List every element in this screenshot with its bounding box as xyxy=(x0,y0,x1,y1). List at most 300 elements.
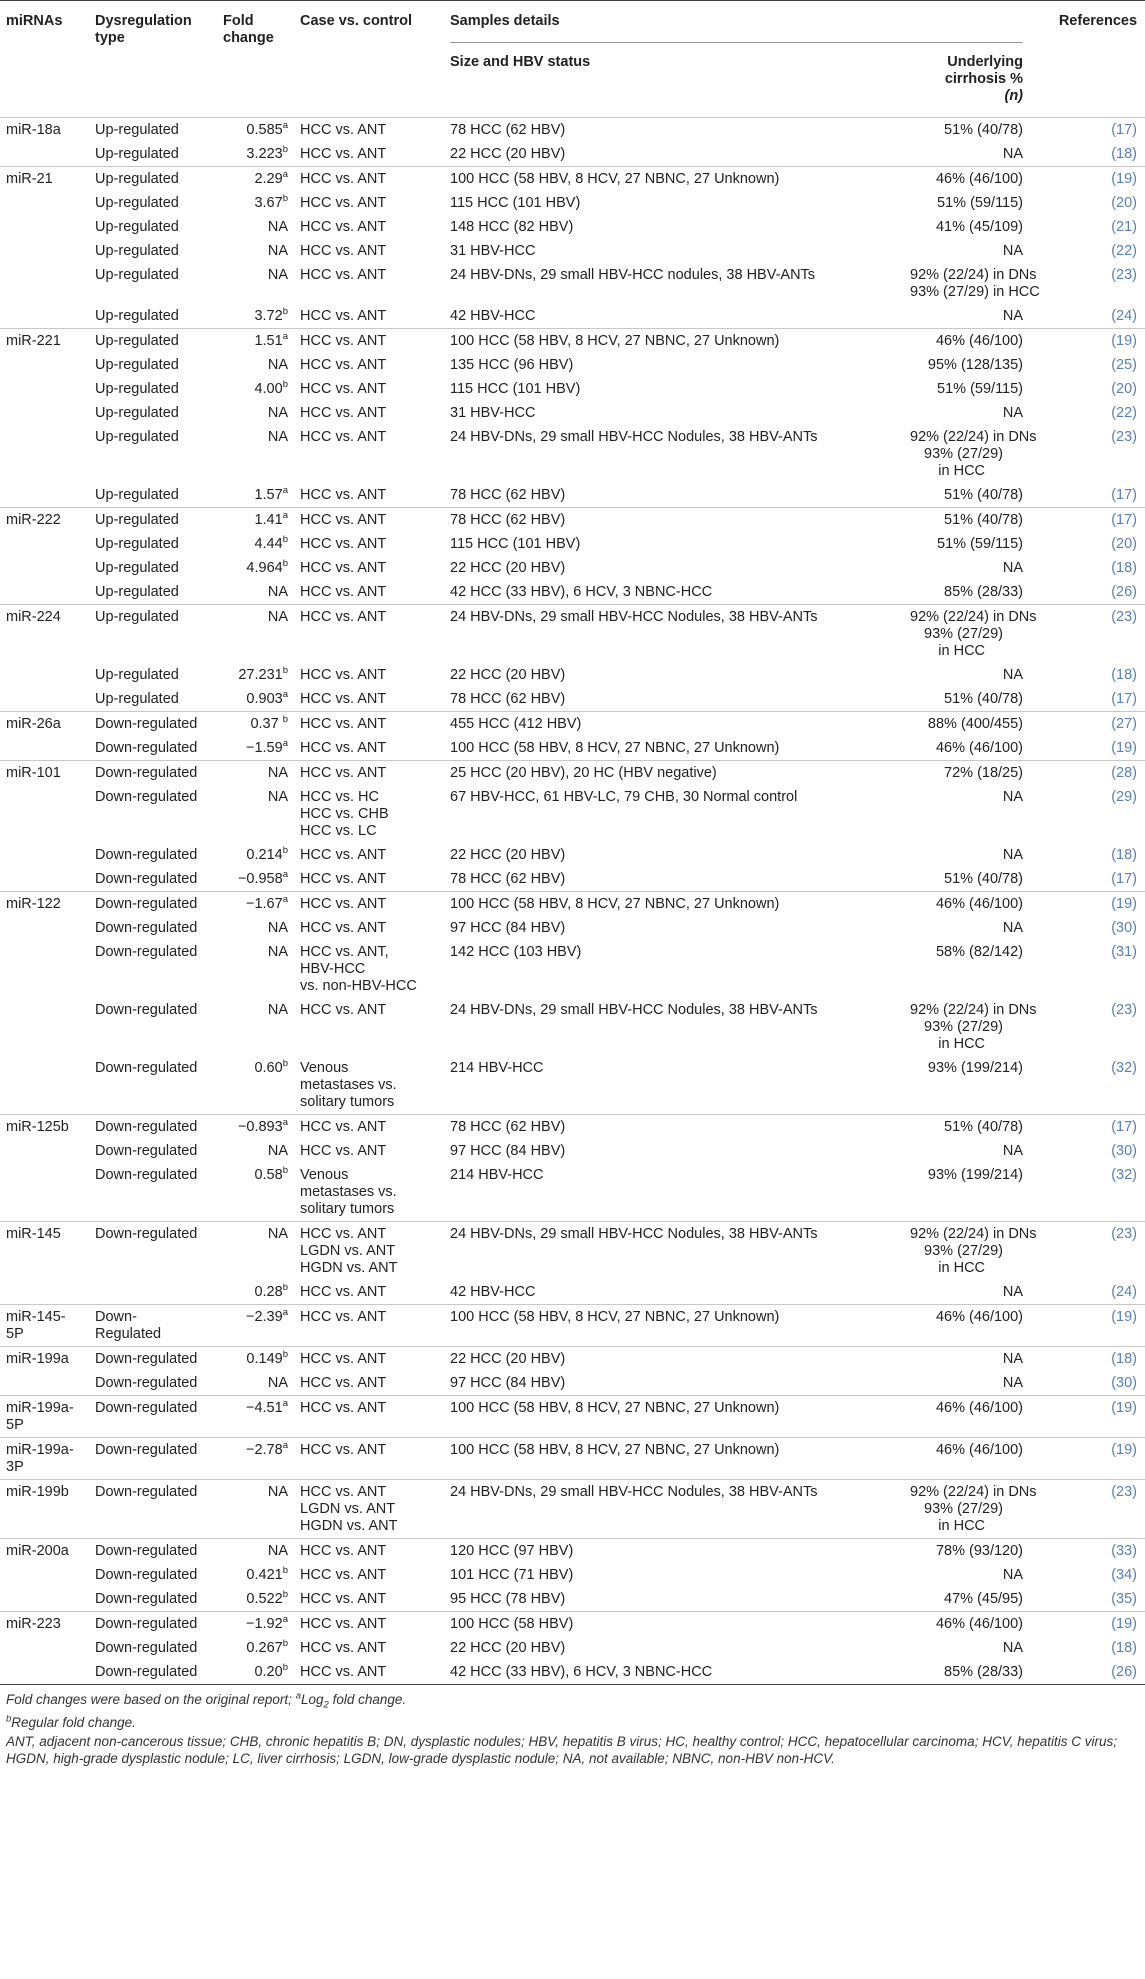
cell-cirrhosis xyxy=(910,304,1035,329)
cell-fold-change xyxy=(215,1222,300,1281)
cell-fold-change xyxy=(215,263,300,304)
cell-dysregulation-type: Down-regulated xyxy=(95,1142,198,1159)
case-line: HCC vs. ANT xyxy=(300,559,387,576)
cell-mirna xyxy=(0,401,95,425)
cell-mirna xyxy=(0,940,95,998)
cell-dysregulation-type: Up-regulated xyxy=(95,218,179,235)
table-row xyxy=(0,1115,1145,1140)
cell-case-control xyxy=(300,1347,450,1372)
cell-mirna: miR-223 xyxy=(0,1612,95,1637)
cell-mirna: miR-26a xyxy=(0,712,95,737)
case-line: HCC vs. ANT xyxy=(300,1118,387,1135)
table-row xyxy=(0,1371,1145,1396)
table-row xyxy=(0,118,1145,143)
cell-cirrhosis xyxy=(910,142,1035,167)
cirrhosis-line: 46% (46/100) xyxy=(935,170,1024,187)
cirrhosis-line: 46% (46/100) xyxy=(935,895,1024,912)
table-row xyxy=(0,1563,1145,1587)
case-line: HCC vs. ANT xyxy=(300,715,387,732)
cirrhosis-line: NA xyxy=(1002,145,1024,162)
cell-case-control xyxy=(300,580,450,605)
cirrhosis-line: in HCC xyxy=(938,1259,986,1276)
cell-reference: (22) xyxy=(1111,242,1138,259)
cell-cirrhosis xyxy=(910,377,1035,401)
cirrhosis-line: NA xyxy=(1002,1350,1024,1367)
fold-value: −1.67 xyxy=(246,895,283,912)
cirrhosis-line: 51% (59/115) xyxy=(937,194,1024,211)
cell-fold-change xyxy=(215,483,300,508)
cell-reference: (35) xyxy=(1111,1590,1138,1607)
cell-cirrhosis xyxy=(910,1612,1035,1637)
cell-cirrhosis xyxy=(910,1539,1035,1564)
cell-mirna xyxy=(0,353,95,377)
cell-reference: (24) xyxy=(1111,307,1138,324)
cell-cirrhosis xyxy=(910,736,1035,761)
table-row xyxy=(0,1636,1145,1660)
cell-fold-change xyxy=(215,1305,300,1347)
cell-fold-change xyxy=(215,191,300,215)
cell-cirrhosis xyxy=(910,191,1035,215)
cell-reference: (23) xyxy=(1035,605,1145,664)
cell-fold-change xyxy=(215,1660,300,1685)
cell-size-hbv: 97 HCC (84 HBV) xyxy=(450,1142,566,1159)
fold-footnote-marker: b xyxy=(282,557,288,569)
table-row xyxy=(0,142,1145,167)
cell-case-control xyxy=(300,1139,450,1163)
cell-size-hbv: 24 HBV-DNs, 29 small HBV-HCC Nodules, 38 HBV-ANTs xyxy=(450,1480,910,1539)
cell-mirna xyxy=(0,239,95,263)
case-line: metastases vs. xyxy=(300,1076,397,1093)
case-line: vs. non-HBV-HCC xyxy=(300,977,417,994)
cell-cirrhosis xyxy=(910,940,1035,998)
cell-case-control xyxy=(300,1163,450,1222)
table-row xyxy=(0,1222,1145,1281)
fold-value: 0.903 xyxy=(246,690,283,707)
case-line: HCC vs. ANT xyxy=(300,764,387,781)
cell-cirrhosis xyxy=(910,998,1035,1056)
cell-reference: (19) xyxy=(1111,739,1138,756)
cell-dysregulation-type: Up-regulated xyxy=(95,404,179,421)
cell-reference: (18) xyxy=(1111,145,1138,162)
cirrhosis-line: 51% (40/78) xyxy=(944,486,1024,503)
cell-dysregulation-type: Up-regulated xyxy=(95,307,179,324)
fold-value: 0.585 xyxy=(246,121,283,138)
case-line: HCC vs. ANT xyxy=(300,356,387,373)
cell-size-hbv: 24 HBV-DNs, 29 small HBV-HCC Nodules, 38 HBV-ANTs xyxy=(450,1222,910,1281)
fold-value: NA xyxy=(267,1483,288,1500)
cell-cirrhosis xyxy=(910,892,1035,917)
cell-mirna xyxy=(0,191,95,215)
cell-mirna xyxy=(0,1163,95,1222)
case-line: HCC vs. ANT xyxy=(300,1399,387,1416)
table-row xyxy=(0,353,1145,377)
cell-reference: (19) xyxy=(1035,1438,1145,1480)
fold-footnote-marker: b xyxy=(282,378,288,390)
cell-mirna: miR-222 xyxy=(0,508,95,533)
header-fold-change: Fold change xyxy=(223,13,274,46)
fold-value: NA xyxy=(267,764,288,781)
cell-fold-change xyxy=(215,1163,300,1222)
cirrhosis-line: 92% (22/24) in DNs xyxy=(910,428,1037,445)
case-line: solitary tumors xyxy=(300,1200,395,1217)
cell-dysregulation-type: Down-regulated xyxy=(95,846,198,863)
cirrhosis-line: 92% (22/24) in DNs xyxy=(910,1001,1037,1018)
cell-size-hbv: 31 HBV-HCC xyxy=(450,242,536,259)
cell-cirrhosis xyxy=(910,1563,1035,1587)
cirrhosis-line: NA xyxy=(1002,1639,1024,1656)
fold-value: 3.223 xyxy=(246,145,283,162)
cell-dysregulation-type: Down-regulated xyxy=(95,761,215,786)
cirrhosis-line: 46% (46/100) xyxy=(935,1441,1024,1458)
fold-value: NA xyxy=(267,428,288,445)
case-line: HCC vs. ANT xyxy=(300,690,387,707)
table-row xyxy=(0,785,1145,843)
fold-value: NA xyxy=(267,266,288,283)
table-row xyxy=(0,1660,1145,1685)
fold-value: 0.267 xyxy=(246,1639,283,1656)
cirrhosis-line: in HCC xyxy=(938,642,986,659)
cell-mirna xyxy=(0,687,95,712)
table-row xyxy=(0,736,1145,761)
case-line: solitary tumors xyxy=(300,1093,395,1110)
table-row xyxy=(0,1396,1145,1438)
cell-case-control xyxy=(300,239,450,263)
cell-mirna xyxy=(0,425,95,483)
cell-dysregulation-type: Up-regulated xyxy=(95,145,179,162)
cirrhosis-line: 51% (40/78) xyxy=(944,121,1024,138)
cirrhosis-line: 93% (27/29) xyxy=(924,1500,1004,1517)
case-line: HCC vs. CHB xyxy=(300,805,389,822)
cell-size-hbv: 135 HCC (96 HBV) xyxy=(450,356,574,373)
cell-dysregulation-type: Down-regulated xyxy=(95,892,215,917)
case-line: HCC vs. ANT xyxy=(300,404,387,421)
case-line: HCC vs. ANT xyxy=(300,666,387,683)
cell-cirrhosis xyxy=(910,663,1035,687)
cell-size-hbv: 22 HCC (20 HBV) xyxy=(450,1347,910,1372)
case-line: HCC vs. ANT xyxy=(300,1374,387,1391)
cell-dysregulation-type: Up-regulated xyxy=(95,605,215,664)
table-row xyxy=(0,1539,1145,1564)
cell-reference: (23) xyxy=(1111,428,1138,445)
fold-footnote-marker: b xyxy=(282,1164,288,1176)
table-row xyxy=(0,401,1145,425)
case-line: Venous xyxy=(300,1166,349,1183)
cell-mirna: miR-199a- 3P xyxy=(0,1438,95,1480)
table-row xyxy=(0,191,1145,215)
cell-reference: (17) xyxy=(1035,1115,1145,1140)
cell-fold-change xyxy=(215,532,300,556)
case-line: HCC vs. ANT xyxy=(300,242,387,259)
cell-reference: (27) xyxy=(1035,712,1145,737)
cell-fold-change xyxy=(215,425,300,483)
fold-value: 1.51 xyxy=(254,332,283,349)
cirrhosis-line: 95% (128/135) xyxy=(927,356,1024,373)
cell-dysregulation-type: Down-regulated xyxy=(95,1539,215,1564)
cell-cirrhosis xyxy=(910,843,1035,867)
table-row xyxy=(0,215,1145,239)
cirrhosis-line: 92% (22/24) in DNs xyxy=(910,1483,1037,1500)
case-line: HCC vs. HC xyxy=(300,788,379,805)
cell-dysregulation-type: Down- Regulated xyxy=(95,1305,215,1347)
cell-case-control xyxy=(300,1438,450,1480)
cell-mirna: miR-101 xyxy=(0,761,95,786)
cell-dysregulation-type: Down-regulated xyxy=(95,1115,215,1140)
cell-reference: (23) xyxy=(1035,1222,1145,1281)
cell-dysregulation-type: Up-regulated xyxy=(95,428,179,445)
table-row xyxy=(0,1347,1145,1372)
cell-cirrhosis xyxy=(910,1396,1035,1438)
cell-size-hbv: 97 HCC (84 HBV) xyxy=(450,1374,566,1391)
fold-value: NA xyxy=(267,919,288,936)
fold-value: NA xyxy=(267,583,288,600)
cell-mirna: miR-18a xyxy=(0,118,95,143)
table-row xyxy=(0,998,1145,1056)
cell-fold-change xyxy=(215,736,300,761)
cell-cirrhosis xyxy=(910,605,1035,664)
fold-footnote-marker: b xyxy=(282,713,288,725)
cell-case-control xyxy=(300,892,450,917)
case-line: HGDN vs. ANT xyxy=(300,1517,398,1534)
cell-fold-change xyxy=(215,867,300,892)
fold-footnote-marker: a xyxy=(282,168,288,180)
cell-mirna xyxy=(0,1371,95,1396)
cell-dysregulation-type: Down-regulated xyxy=(95,1660,215,1685)
fold-value: NA xyxy=(267,608,288,625)
case-line: HCC vs. ANT xyxy=(300,1283,387,1300)
cell-mirna xyxy=(0,736,95,761)
case-line: HCC vs. ANT xyxy=(300,1142,387,1159)
table-row xyxy=(0,1587,1145,1612)
cell-mirna xyxy=(0,785,95,843)
cell-case-control xyxy=(300,215,450,239)
cell-cirrhosis xyxy=(910,239,1035,263)
cirrhosis-line: 93% (27/29) xyxy=(924,1018,1004,1035)
cell-fold-change xyxy=(215,663,300,687)
case-line: HCC vs. ANT xyxy=(300,1590,387,1607)
cell-reference: (19) xyxy=(1035,1305,1145,1347)
fold-value: 0.522 xyxy=(246,1590,283,1607)
fold-footnote-marker: b xyxy=(282,143,288,155)
cirrhosis-line: NA xyxy=(1002,1374,1024,1391)
cell-case-control xyxy=(300,556,450,580)
fold-value: 4.964 xyxy=(246,559,283,576)
cell-size-hbv: 67 HBV-HCC, 61 HBV-LC, 79 CHB, 30 Normal control xyxy=(450,788,798,805)
cell-cirrhosis xyxy=(910,1587,1035,1612)
cell-fold-change xyxy=(215,1347,300,1372)
cell-size-hbv: 22 HCC (20 HBV) xyxy=(450,559,566,576)
cell-case-control xyxy=(300,998,450,1056)
table-row xyxy=(0,663,1145,687)
case-line: HCC vs. ANT xyxy=(300,266,387,283)
cell-size-hbv: 78 HCC (62 HBV) xyxy=(450,1115,910,1140)
fold-footnote-marker: a xyxy=(282,893,288,905)
cell-dysregulation-type: Up-regulated xyxy=(95,356,179,373)
cirrhosis-line: in HCC xyxy=(938,1035,986,1052)
cell-mirna xyxy=(0,483,95,508)
case-line: Venous xyxy=(300,1059,349,1076)
fold-value: NA xyxy=(267,356,288,373)
table-row xyxy=(0,263,1145,304)
cell-cirrhosis xyxy=(910,1438,1035,1480)
cell-dysregulation-type: Down-regulated xyxy=(95,739,198,756)
cell-size-hbv: 31 HBV-HCC xyxy=(450,404,536,421)
cell-reference: (34) xyxy=(1111,1566,1138,1583)
cell-case-control xyxy=(300,1587,450,1612)
cirrhosis-line: 92% (22/24) in DNs xyxy=(910,608,1037,625)
fold-footnote-marker: a xyxy=(282,1306,288,1318)
cell-case-control xyxy=(300,425,450,483)
cell-mirna: miR-145 xyxy=(0,1222,95,1281)
table-row xyxy=(0,843,1145,867)
cell-size-hbv: 115 HCC (101 HBV) xyxy=(450,194,581,211)
cell-dysregulation-type: Up-regulated xyxy=(95,559,179,576)
cell-dysregulation-type: Down-regulated xyxy=(95,870,198,887)
cell-mirna: miR-200a xyxy=(0,1539,95,1564)
cell-cirrhosis xyxy=(910,916,1035,940)
cell-reference: (23) xyxy=(1111,266,1138,283)
cell-mirna xyxy=(0,304,95,329)
case-line: HCC vs. ANT xyxy=(300,1001,387,1018)
table-row xyxy=(0,1438,1145,1480)
cell-case-control xyxy=(300,167,450,192)
fold-value: 0.28 xyxy=(254,1283,283,1300)
cell-dysregulation-type: Up-regulated xyxy=(95,666,179,683)
table-row xyxy=(0,1305,1145,1347)
cirrhosis-line: 85% (28/33) xyxy=(944,583,1024,600)
fold-footnote-marker: a xyxy=(282,330,288,342)
cell-size-hbv: 42 HBV-HCC xyxy=(450,1283,536,1300)
cell-size-hbv: 22 HCC (20 HBV) xyxy=(450,666,566,683)
fold-value: 0.149 xyxy=(246,1350,283,1367)
case-line: HCC vs. ANT xyxy=(300,307,387,324)
case-line: HCC vs. ANT xyxy=(300,332,387,349)
cirrhosis-line: 93% (27/29) xyxy=(924,1242,1004,1259)
cell-cirrhosis xyxy=(910,1056,1035,1115)
fold-value: 0.421 xyxy=(246,1566,283,1583)
cell-case-control xyxy=(300,142,450,167)
cell-cirrhosis xyxy=(910,1115,1035,1140)
footnote-fold-change: Fold changes were based on the original report; $^a$Log$_2$ fold change. xyxy=(6,1690,407,1711)
cell-fold-change xyxy=(215,401,300,425)
cell-case-control xyxy=(300,1056,450,1115)
cirrhosis-line: 46% (46/100) xyxy=(935,1308,1024,1325)
cell-reference: (20) xyxy=(1111,535,1138,552)
cell-cirrhosis xyxy=(910,401,1035,425)
fold-value: NA xyxy=(267,1225,288,1242)
fold-value: 0.214 xyxy=(246,846,283,863)
case-line: HCC vs. ANT xyxy=(300,919,387,936)
table-row xyxy=(0,167,1145,192)
case-line: HCC vs. ANT xyxy=(300,1663,387,1680)
cell-case-control xyxy=(300,1660,450,1685)
cell-fold-change xyxy=(215,142,300,167)
cell-size-hbv: 25 HCC (20 HBV), 20 HC (HBV negative) xyxy=(450,761,910,786)
cell-size-hbv: 100 HCC (58 HBV, 8 HCV, 27 NBNC, 27 Unknown) xyxy=(450,329,910,354)
cell-reference: (18) xyxy=(1035,1347,1145,1372)
cell-fold-change xyxy=(215,761,300,786)
cell-cirrhosis xyxy=(910,353,1035,377)
table-header xyxy=(0,1,1145,118)
fold-footnote-marker: b xyxy=(282,844,288,856)
table-row xyxy=(0,377,1145,401)
header-samples-details: Samples details xyxy=(450,1,1035,55)
cell-size-hbv: 78 HCC (62 HBV) xyxy=(450,118,910,143)
cirrhosis-line: NA xyxy=(1002,559,1024,576)
fold-footnote-marker: b xyxy=(282,533,288,545)
header-references: References xyxy=(1058,13,1138,29)
cell-cirrhosis xyxy=(910,1280,1035,1305)
cell-reference: (29) xyxy=(1111,788,1138,805)
cell-reference: (17) xyxy=(1035,508,1145,533)
cirrhosis-line: 51% (40/78) xyxy=(944,690,1024,707)
cell-size-hbv: 42 HCC (33 HBV), 6 HCV, 3 NBNC-HCC xyxy=(450,1660,910,1685)
cell-dysregulation-type: Down-regulated xyxy=(95,943,198,960)
cirrhosis-line: 93% (27/29) xyxy=(924,445,1004,462)
cell-fold-change xyxy=(215,353,300,377)
table-row xyxy=(0,483,1145,508)
cell-case-control xyxy=(300,761,450,786)
cell-reference: (18) xyxy=(1111,559,1138,576)
cell-case-control xyxy=(300,843,450,867)
cell-case-control xyxy=(300,377,450,401)
cell-case-control xyxy=(300,1115,450,1140)
table-row xyxy=(0,239,1145,263)
fold-footnote-marker: b xyxy=(282,1661,288,1673)
case-line: LGDN vs. ANT xyxy=(300,1242,396,1259)
cell-reference: (28) xyxy=(1035,761,1145,786)
fold-footnote-marker: a xyxy=(282,737,288,749)
fold-footnote-marker: b xyxy=(282,1057,288,1069)
cirrhosis-line: in HCC xyxy=(938,1517,986,1534)
cell-case-control xyxy=(300,605,450,664)
cell-dysregulation-type: Down-regulated xyxy=(95,712,215,737)
table-row xyxy=(0,556,1145,580)
cell-reference: (17) xyxy=(1111,690,1138,707)
cirrhosis-line: 51% (40/78) xyxy=(944,1118,1024,1135)
cell-cirrhosis xyxy=(910,1636,1035,1660)
cirrhosis-line: 92% (22/24) in DNs xyxy=(910,1225,1037,1242)
fold-value: 1.57 xyxy=(254,486,283,503)
cell-dysregulation-type: Up-regulated xyxy=(95,380,179,397)
fold-footnote-marker: a xyxy=(282,1439,288,1451)
cell-cirrhosis xyxy=(910,118,1035,143)
fold-value: NA xyxy=(267,788,288,805)
cell-fold-change xyxy=(215,1438,300,1480)
cell-reference: (18) xyxy=(1111,846,1138,863)
fold-footnote-marker: b xyxy=(282,1281,288,1293)
cell-size-hbv: 214 HBV-HCC xyxy=(450,1166,544,1183)
cell-cirrhosis xyxy=(910,761,1035,786)
fold-value: 3.67 xyxy=(254,194,283,211)
table-row xyxy=(0,867,1145,892)
fold-value: 0.58 xyxy=(254,1166,283,1183)
cell-dysregulation-type: Up-regulated xyxy=(95,242,179,259)
cell-cirrhosis xyxy=(910,1222,1035,1281)
header-size-hbv-status: Size and HBV status xyxy=(450,54,591,70)
cell-size-hbv: 214 HBV-HCC xyxy=(450,1059,544,1076)
cell-mirna: miR-224 xyxy=(0,605,95,664)
case-line: HCC vs. ANT xyxy=(300,846,387,863)
fold-footnote-marker: a xyxy=(282,119,288,131)
cell-reference: (26) xyxy=(1111,583,1138,600)
cell-size-hbv: 115 HCC (101 HBV) xyxy=(450,380,581,397)
fold-footnote-marker: b xyxy=(282,1637,288,1649)
fold-value: NA xyxy=(267,242,288,259)
cell-fold-change xyxy=(215,785,300,843)
fold-footnote-marker: b xyxy=(282,1588,288,1600)
cell-mirna: miR-122 xyxy=(0,892,95,917)
cell-mirna xyxy=(0,215,95,239)
